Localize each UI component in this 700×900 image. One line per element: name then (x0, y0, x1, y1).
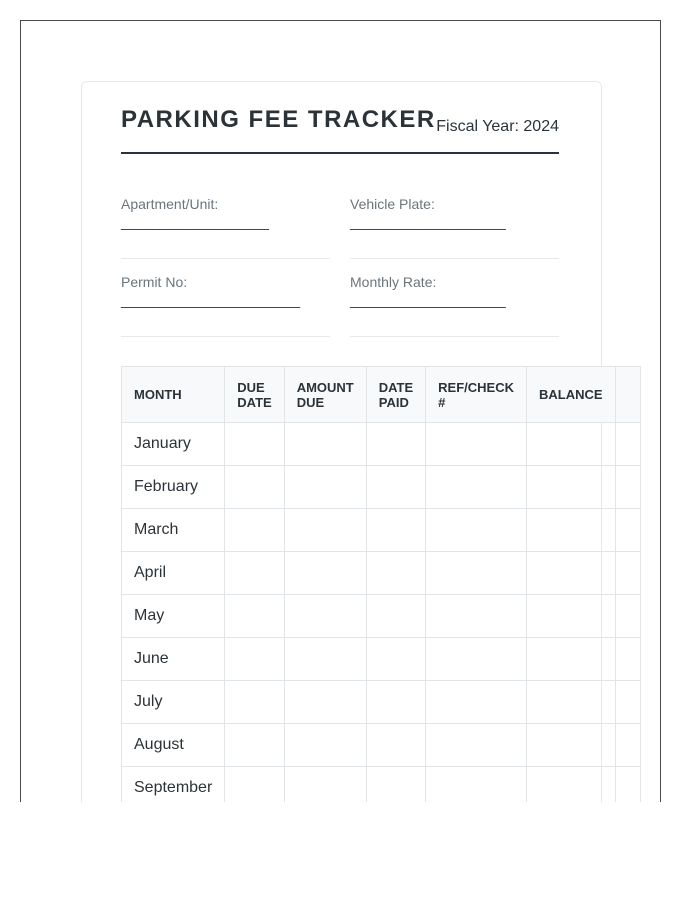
amount-due-cell[interactable] (284, 466, 366, 509)
amount-due-cell[interactable] (284, 767, 366, 803)
monthly-rate-field[interactable] (350, 274, 559, 337)
field-blank-line: ____________________ (350, 292, 506, 308)
ref-check-cell[interactable] (426, 681, 527, 724)
extra-cell[interactable] (615, 724, 640, 767)
table-row (122, 724, 641, 767)
month-cell: April (122, 552, 225, 595)
amount-due-cell[interactable] (284, 638, 366, 681)
balance-cell[interactable] (527, 595, 616, 638)
date-paid-cell[interactable] (366, 767, 425, 803)
due-date-cell[interactable] (225, 681, 284, 724)
table-row (122, 638, 641, 681)
permit-no-field[interactable] (121, 274, 330, 337)
balance-cell[interactable] (527, 423, 616, 466)
amount-due-cell[interactable] (284, 681, 366, 724)
month-cell: March (122, 509, 225, 552)
amount-due-cell[interactable] (284, 509, 366, 552)
due-date-cell[interactable] (225, 509, 284, 552)
date-paid-cell[interactable] (366, 423, 425, 466)
document-content (20, 20, 661, 802)
due-date-cell[interactable] (225, 595, 284, 638)
table-row (122, 595, 641, 638)
ref-check-cell[interactable] (426, 466, 527, 509)
month-cell: January (122, 423, 225, 466)
field-label: Vehicle Plate: (350, 196, 435, 212)
ref-check-cell[interactable] (426, 509, 527, 552)
field-label: Apartment/Unit: (121, 196, 219, 212)
balance-cell[interactable] (527, 509, 616, 552)
apartment-unit-field[interactable] (121, 196, 330, 259)
date-paid-cell[interactable] (366, 466, 425, 509)
due-date-cell[interactable] (225, 466, 284, 509)
date-paid-cell[interactable] (366, 681, 425, 724)
table-row (122, 509, 641, 552)
ref-check-cell[interactable] (426, 552, 527, 595)
page-title: PARKING FEE TRACKER (121, 106, 436, 133)
extra-cell[interactable] (615, 595, 640, 638)
month-cell: July (122, 681, 225, 724)
month-cell: August (122, 724, 225, 767)
balance-cell[interactable] (527, 638, 616, 681)
extra-cell[interactable] (615, 552, 640, 595)
extra-cell[interactable] (615, 767, 640, 803)
ref-check-cell[interactable] (426, 767, 527, 803)
field-blank-line: ___________________ (121, 214, 269, 230)
column-header-balance: BALANCE (527, 367, 616, 423)
balance-cell[interactable] (527, 552, 616, 595)
vehicle-plate-field[interactable] (350, 196, 559, 259)
amount-due-cell[interactable] (284, 552, 366, 595)
column-header-ref-check: REF/CHECK # (426, 367, 527, 423)
table-header-row (122, 367, 641, 423)
balance-cell[interactable] (527, 724, 616, 767)
table-row (122, 767, 641, 803)
date-paid-cell[interactable] (366, 595, 425, 638)
month-cell: September (122, 767, 225, 803)
balance-cell[interactable] (527, 466, 616, 509)
column-header-amount-due: AMOUNT DUE (284, 367, 366, 423)
extra-cell[interactable] (615, 509, 640, 552)
ref-check-cell[interactable] (426, 423, 527, 466)
month-cell: February (122, 466, 225, 509)
column-header-due-date: DUE DATE (225, 367, 284, 423)
fiscal-year: Fiscal Year: 2024 (436, 118, 559, 135)
field-label: Monthly Rate: (350, 274, 437, 290)
due-date-cell[interactable] (225, 724, 284, 767)
due-date-cell[interactable] (225, 767, 284, 803)
ref-check-cell[interactable] (426, 638, 527, 681)
table-row (122, 466, 641, 509)
table-body (122, 423, 641, 803)
balance-cell[interactable] (527, 681, 616, 724)
month-cell: June (122, 638, 225, 681)
column-header-month: MONTH (122, 367, 225, 423)
ref-check-cell[interactable] (426, 595, 527, 638)
table-row (122, 423, 641, 466)
balance-cell[interactable] (527, 767, 616, 803)
ref-check-cell[interactable] (426, 724, 527, 767)
date-paid-cell[interactable] (366, 552, 425, 595)
tracker-header (121, 104, 559, 154)
month-cell: May (122, 595, 225, 638)
field-label: Permit No: (121, 274, 188, 290)
due-date-cell[interactable] (225, 638, 284, 681)
column-header-date-paid: DATE PAID (366, 367, 425, 423)
due-date-cell[interactable] (225, 423, 284, 466)
due-date-cell[interactable] (225, 552, 284, 595)
date-paid-cell[interactable] (366, 638, 425, 681)
field-blank-line: ____________________ (350, 214, 506, 230)
date-paid-cell[interactable] (366, 509, 425, 552)
amount-due-cell[interactable] (284, 423, 366, 466)
date-paid-cell[interactable] (366, 724, 425, 767)
column-header-extra (615, 367, 640, 423)
table-row (122, 681, 641, 724)
extra-cell[interactable] (615, 466, 640, 509)
amount-due-cell[interactable] (284, 724, 366, 767)
amount-due-cell[interactable] (284, 595, 366, 638)
extra-cell[interactable] (615, 423, 640, 466)
field-blank-line: _______________________ (121, 292, 301, 308)
extra-cell[interactable] (615, 638, 640, 681)
payment-log-table (121, 366, 641, 802)
extra-cell[interactable] (615, 681, 640, 724)
table-row (122, 552, 641, 595)
